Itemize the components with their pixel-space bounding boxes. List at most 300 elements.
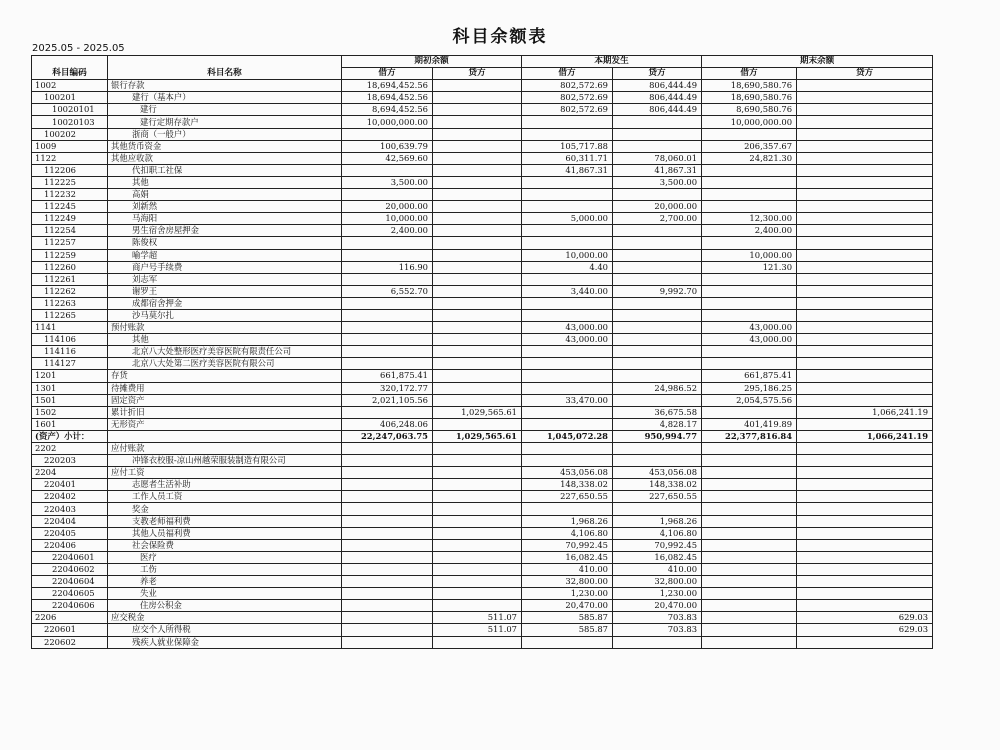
header-closing-balance: 期末余额	[702, 56, 933, 68]
closing-credit-cell	[797, 116, 933, 128]
account-code-cell: 22040601	[32, 551, 108, 563]
current-credit-cell: 950,994.77	[613, 430, 702, 442]
current-credit-cell	[613, 273, 702, 285]
opening-debit-cell	[342, 491, 433, 503]
account-name-cell: 谢罗王	[108, 285, 342, 297]
current-credit-cell: 78,060.01	[613, 152, 702, 164]
current-credit-cell: 806,444.49	[613, 80, 702, 92]
closing-credit-cell	[797, 92, 933, 104]
table-row	[32, 273, 933, 285]
current-debit-cell	[522, 370, 613, 382]
account-code-cell: 112263	[32, 297, 108, 309]
account-name-cell: 支教老师福利费	[108, 515, 342, 527]
account-code-cell: 112259	[32, 249, 108, 261]
opening-debit-cell: 10,000.00	[342, 213, 433, 225]
table-row	[32, 491, 933, 503]
opening-credit-cell	[433, 213, 522, 225]
closing-debit-cell	[702, 551, 797, 563]
opening-debit-cell: 406,248.06	[342, 418, 433, 430]
current-debit-cell	[522, 176, 613, 188]
account-code-cell: 112225	[32, 176, 108, 188]
opening-credit-cell	[433, 225, 522, 237]
current-debit-cell: 10,000.00	[522, 249, 613, 261]
account-name-cell: 应付工资	[108, 467, 342, 479]
account-name-cell: 其他	[108, 176, 342, 188]
account-code-cell: 1502	[32, 406, 108, 418]
current-credit-cell	[613, 636, 702, 648]
current-debit-cell: 585.87	[522, 624, 613, 636]
closing-credit-cell	[797, 273, 933, 285]
opening-debit-cell: 10,000,000.00	[342, 116, 433, 128]
account-code-cell: 114127	[32, 358, 108, 370]
opening-debit-cell: 22,247,063.75	[342, 430, 433, 442]
closing-credit-cell: 629.03	[797, 624, 933, 636]
current-debit-cell: 148,338.02	[522, 479, 613, 491]
table-row	[32, 346, 933, 358]
opening-credit-cell	[433, 467, 522, 479]
closing-credit-cell	[797, 370, 933, 382]
opening-debit-cell: 8,694,452.56	[342, 104, 433, 116]
account-code-cell: 220203	[32, 455, 108, 467]
account-name-cell: 待摊费用	[108, 382, 342, 394]
account-balance-table	[31, 55, 933, 649]
current-debit-cell	[522, 636, 613, 648]
closing-credit-cell	[797, 249, 933, 261]
closing-credit-cell	[797, 418, 933, 430]
table-row	[32, 515, 933, 527]
opening-credit-cell	[433, 563, 522, 575]
closing-debit-cell	[702, 636, 797, 648]
current-debit-cell	[522, 443, 613, 455]
account-name-cell: 高娟	[108, 189, 342, 201]
header-account-name: 科目名称	[108, 56, 342, 80]
account-name-cell: 建行（基本户）	[108, 92, 342, 104]
current-debit-cell: 1,230.00	[522, 588, 613, 600]
account-code-cell: 1601	[32, 418, 108, 430]
table-row	[32, 539, 933, 551]
account-name-cell: 失业	[108, 588, 342, 600]
table-row	[32, 164, 933, 176]
table-row	[32, 201, 933, 213]
account-code-cell: 1201	[32, 370, 108, 382]
closing-debit-cell	[702, 527, 797, 539]
current-credit-cell	[613, 394, 702, 406]
opening-debit-cell: 2,021,105.56	[342, 394, 433, 406]
current-debit-cell	[522, 382, 613, 394]
current-debit-cell: 41,867.31	[522, 164, 613, 176]
opening-credit-cell	[433, 576, 522, 588]
opening-debit-cell	[342, 128, 433, 140]
table-row	[32, 563, 933, 575]
current-debit-cell: 32,800.00	[522, 576, 613, 588]
header-opening-balance: 期初余额	[342, 56, 522, 68]
closing-debit-cell	[702, 479, 797, 491]
account-code-cell: 22040606	[32, 600, 108, 612]
account-code-cell: 220406	[32, 539, 108, 551]
closing-credit-cell	[797, 189, 933, 201]
opening-credit-cell: 511.07	[433, 624, 522, 636]
table-row	[32, 576, 933, 588]
opening-debit-cell	[342, 273, 433, 285]
current-debit-cell	[522, 358, 613, 370]
table-row	[32, 213, 933, 225]
current-debit-cell: 43,000.00	[522, 322, 613, 334]
table-row	[32, 479, 933, 491]
current-debit-cell: 1,968.26	[522, 515, 613, 527]
current-debit-cell: 16,082.45	[522, 551, 613, 563]
opening-debit-cell: 320,172.77	[342, 382, 433, 394]
header-closing-debit: 借方	[702, 68, 797, 80]
account-name-cell: 固定资产	[108, 394, 342, 406]
closing-debit-cell	[702, 406, 797, 418]
current-debit-cell: 105,717.88	[522, 140, 613, 152]
closing-debit-cell	[702, 189, 797, 201]
opening-debit-cell	[342, 588, 433, 600]
opening-credit-cell	[433, 237, 522, 249]
closing-debit-cell	[702, 128, 797, 140]
opening-credit-cell	[433, 382, 522, 394]
account-name-cell: 成都宿舍押金	[108, 297, 342, 309]
opening-credit-cell	[433, 479, 522, 491]
opening-credit-cell	[433, 588, 522, 600]
current-credit-cell: 16,082.45	[613, 551, 702, 563]
account-code-cell: 22040602	[32, 563, 108, 575]
opening-credit-cell	[433, 636, 522, 648]
opening-debit-cell	[342, 237, 433, 249]
opening-credit-cell	[433, 104, 522, 116]
account-name-cell: 沙马莫尔扎	[108, 309, 342, 321]
account-code-cell: 112265	[32, 309, 108, 321]
opening-debit-cell	[342, 443, 433, 455]
closing-debit-cell: 2,054,575.56	[702, 394, 797, 406]
opening-credit-cell	[433, 394, 522, 406]
opening-debit-cell	[342, 563, 433, 575]
table-row	[32, 455, 933, 467]
closing-debit-cell	[702, 576, 797, 588]
account-name-cell: 残疾人就业保障金	[108, 636, 342, 648]
current-credit-cell	[613, 140, 702, 152]
closing-debit-cell	[702, 539, 797, 551]
current-debit-cell: 3,440.00	[522, 285, 613, 297]
closing-credit-cell	[797, 128, 933, 140]
closing-credit-cell	[797, 334, 933, 346]
closing-credit-cell: 1,066,241.19	[797, 430, 933, 442]
closing-debit-cell	[702, 588, 797, 600]
account-name-cell: 刘新然	[108, 201, 342, 213]
opening-credit-cell	[433, 358, 522, 370]
account-code-cell: 220602	[32, 636, 108, 648]
opening-debit-cell	[342, 334, 433, 346]
table-row	[32, 322, 933, 334]
account-code-cell: 2204	[32, 467, 108, 479]
current-credit-cell	[613, 334, 702, 346]
closing-debit-cell	[702, 297, 797, 309]
current-credit-cell: 36,675.58	[613, 406, 702, 418]
table-row	[32, 334, 933, 346]
closing-debit-cell	[702, 273, 797, 285]
current-debit-cell: 802,572.69	[522, 104, 613, 116]
closing-debit-cell: 43,000.00	[702, 322, 797, 334]
closing-debit-cell: 401,419.89	[702, 418, 797, 430]
account-name-cell: 社会保险费	[108, 539, 342, 551]
closing-credit-cell	[797, 394, 933, 406]
opening-debit-cell: 42,569.60	[342, 152, 433, 164]
account-name-cell: 无形资产	[108, 418, 342, 430]
account-name-cell: 住房公积金	[108, 600, 342, 612]
current-debit-cell: 453,056.08	[522, 467, 613, 479]
account-code-cell: 112262	[32, 285, 108, 297]
account-code-cell: 1122	[32, 152, 108, 164]
closing-credit-cell	[797, 358, 933, 370]
account-name-cell: 志愿者生活补助	[108, 479, 342, 491]
account-name-cell: 建行定期存款户	[108, 116, 342, 128]
opening-debit-cell	[342, 515, 433, 527]
current-debit-cell	[522, 201, 613, 213]
header-current-credit: 贷方	[613, 68, 702, 80]
table-row	[32, 382, 933, 394]
closing-debit-cell	[702, 164, 797, 176]
opening-debit-cell: 661,875.41	[342, 370, 433, 382]
current-credit-cell	[613, 237, 702, 249]
account-name-cell: 累计折旧	[108, 406, 342, 418]
opening-credit-cell	[433, 261, 522, 273]
closing-credit-cell	[797, 261, 933, 273]
closing-credit-cell	[797, 515, 933, 527]
current-debit-cell: 60,311.71	[522, 152, 613, 164]
current-credit-cell: 453,056.08	[613, 467, 702, 479]
current-debit-cell	[522, 116, 613, 128]
account-code-cell: 1002	[32, 80, 108, 92]
table-row	[32, 249, 933, 261]
current-credit-cell: 410.00	[613, 563, 702, 575]
table-row	[32, 152, 933, 164]
opening-credit-cell	[433, 503, 522, 515]
current-credit-cell	[613, 346, 702, 358]
table-row	[32, 612, 933, 624]
current-credit-cell	[613, 503, 702, 515]
table-row	[32, 116, 933, 128]
current-debit-cell: 1,045,072.28	[522, 430, 613, 442]
closing-debit-cell	[702, 285, 797, 297]
current-debit-cell	[522, 189, 613, 201]
account-code-cell: 112261	[32, 273, 108, 285]
closing-credit-cell	[797, 152, 933, 164]
closing-credit-cell	[797, 80, 933, 92]
account-code-cell: 112206	[32, 164, 108, 176]
opening-credit-cell	[433, 116, 522, 128]
closing-credit-cell	[797, 563, 933, 575]
account-name-cell: 银行存款	[108, 80, 342, 92]
current-credit-cell: 4,106.80	[613, 527, 702, 539]
opening-credit-cell	[433, 418, 522, 430]
account-name-cell: 工伤	[108, 563, 342, 575]
account-code-cell: 22040605	[32, 588, 108, 600]
table-row	[32, 443, 933, 455]
opening-credit-cell	[433, 92, 522, 104]
opening-debit-cell	[342, 612, 433, 624]
current-credit-cell	[613, 225, 702, 237]
opening-credit-cell	[433, 539, 522, 551]
account-code-cell: 220601	[32, 624, 108, 636]
opening-debit-cell	[342, 164, 433, 176]
current-credit-cell	[613, 116, 702, 128]
current-credit-cell: 41,867.31	[613, 164, 702, 176]
current-credit-cell: 703.83	[613, 612, 702, 624]
current-credit-cell	[613, 297, 702, 309]
closing-debit-cell: 12,300.00	[702, 213, 797, 225]
opening-debit-cell	[342, 551, 433, 563]
account-name-cell: 存货	[108, 370, 342, 382]
account-code-cell: 100201	[32, 92, 108, 104]
closing-debit-cell	[702, 309, 797, 321]
period-label: 2025.05 - 2025.05	[32, 43, 125, 54]
account-name-cell: 商户号手续费	[108, 261, 342, 273]
account-code-cell: 1501	[32, 394, 108, 406]
table-row	[32, 297, 933, 309]
opening-credit-cell	[433, 80, 522, 92]
table-row	[32, 309, 933, 321]
opening-debit-cell	[342, 189, 433, 201]
opening-credit-cell	[433, 515, 522, 527]
closing-debit-cell: 18,690,580.76	[702, 92, 797, 104]
current-debit-cell: 70,992.45	[522, 539, 613, 551]
table-row	[32, 406, 933, 418]
opening-debit-cell	[342, 346, 433, 358]
current-debit-cell	[522, 128, 613, 140]
opening-credit-cell	[433, 491, 522, 503]
opening-debit-cell	[342, 503, 433, 515]
closing-debit-cell: 206,357.67	[702, 140, 797, 152]
current-debit-cell	[522, 309, 613, 321]
header-current-period: 本期发生	[522, 56, 702, 68]
account-code-cell: 10020103	[32, 116, 108, 128]
current-debit-cell: 585.87	[522, 612, 613, 624]
closing-debit-cell: 8,690,580.76	[702, 104, 797, 116]
current-debit-cell: 5,000.00	[522, 213, 613, 225]
current-debit-cell: 33,470.00	[522, 394, 613, 406]
account-code-cell: 112260	[32, 261, 108, 273]
current-debit-cell	[522, 346, 613, 358]
current-credit-cell	[613, 358, 702, 370]
account-code-cell: 112249	[32, 213, 108, 225]
opening-debit-cell: 6,552.70	[342, 285, 433, 297]
closing-debit-cell: 10,000.00	[702, 249, 797, 261]
opening-credit-cell	[433, 600, 522, 612]
closing-credit-cell	[797, 322, 933, 334]
closing-debit-cell	[702, 467, 797, 479]
closing-debit-cell: 43,000.00	[702, 334, 797, 346]
closing-credit-cell	[797, 164, 933, 176]
opening-credit-cell	[433, 201, 522, 213]
opening-debit-cell	[342, 527, 433, 539]
opening-credit-cell	[433, 370, 522, 382]
opening-debit-cell	[342, 479, 433, 491]
table-row	[32, 225, 933, 237]
account-code-cell: 114106	[32, 334, 108, 346]
closing-debit-cell	[702, 346, 797, 358]
current-credit-cell: 20,470.00	[613, 600, 702, 612]
opening-credit-cell	[433, 455, 522, 467]
closing-debit-cell: 295,186.25	[702, 382, 797, 394]
table-row	[32, 140, 933, 152]
opening-debit-cell	[342, 600, 433, 612]
account-name-cell: 冲锋衣校服-凉山州越荣服装制造有限公司	[108, 455, 342, 467]
closing-debit-cell	[702, 563, 797, 575]
current-credit-cell: 1,968.26	[613, 515, 702, 527]
current-credit-cell: 2,700.00	[613, 213, 702, 225]
current-debit-cell: 227,650.55	[522, 491, 613, 503]
closing-credit-cell	[797, 285, 933, 297]
closing-debit-cell	[702, 491, 797, 503]
account-code-cell: 114116	[32, 346, 108, 358]
account-name-cell: 其他货币资金	[108, 140, 342, 152]
closing-debit-cell	[702, 358, 797, 370]
account-name-cell: 预付账款	[108, 322, 342, 334]
opening-debit-cell: 116.90	[342, 261, 433, 273]
opening-debit-cell	[342, 297, 433, 309]
account-name-cell: 刘志军	[108, 273, 342, 285]
opening-credit-cell	[433, 189, 522, 201]
current-credit-cell	[613, 455, 702, 467]
header-opening-debit: 借方	[342, 68, 433, 80]
table-row	[32, 176, 933, 188]
closing-debit-cell: 22,377,816.84	[702, 430, 797, 442]
opening-debit-cell	[342, 249, 433, 261]
current-debit-cell: 4.40	[522, 261, 613, 273]
table-row	[32, 394, 933, 406]
closing-credit-cell	[797, 636, 933, 648]
current-credit-cell: 148,338.02	[613, 479, 702, 491]
current-credit-cell: 3,500.00	[613, 176, 702, 188]
subtotal-row	[32, 430, 933, 442]
account-name-cell: 北京八大处整形医疗美容医院有限责任公司	[108, 346, 342, 358]
closing-credit-cell	[797, 455, 933, 467]
account-name-cell: 奖金	[108, 503, 342, 515]
opening-debit-cell	[342, 467, 433, 479]
account-code-cell: 220401	[32, 479, 108, 491]
account-code-cell: 1009	[32, 140, 108, 152]
closing-credit-cell	[797, 551, 933, 563]
closing-credit-cell	[797, 576, 933, 588]
account-code-cell: 220404	[32, 515, 108, 527]
account-code-cell: 2202	[32, 443, 108, 455]
header-closing-credit: 贷方	[797, 68, 933, 80]
account-name-cell: 喻学超	[108, 249, 342, 261]
closing-debit-cell	[702, 455, 797, 467]
current-credit-cell	[613, 370, 702, 382]
closing-credit-cell	[797, 346, 933, 358]
current-debit-cell: 4,106.80	[522, 527, 613, 539]
opening-debit-cell: 18,694,452.56	[342, 80, 433, 92]
account-code-cell: 112254	[32, 225, 108, 237]
table-row	[32, 370, 933, 382]
closing-credit-cell: 1,066,241.19	[797, 406, 933, 418]
account-name-cell: 陈俊权	[108, 237, 342, 249]
opening-credit-cell	[433, 527, 522, 539]
table-row	[32, 261, 933, 273]
closing-credit-cell	[797, 237, 933, 249]
account-name-cell: 工作人员工资	[108, 491, 342, 503]
table-row	[32, 636, 933, 648]
account-code-cell: 2206	[32, 612, 108, 624]
opening-credit-cell: 511.07	[433, 612, 522, 624]
account-code-cell: 220402	[32, 491, 108, 503]
table-row	[32, 92, 933, 104]
account-name-cell: 应交个人所得税	[108, 624, 342, 636]
opening-credit-cell: 1,029,565.61	[433, 430, 522, 442]
current-credit-cell	[613, 249, 702, 261]
opening-credit-cell	[433, 334, 522, 346]
